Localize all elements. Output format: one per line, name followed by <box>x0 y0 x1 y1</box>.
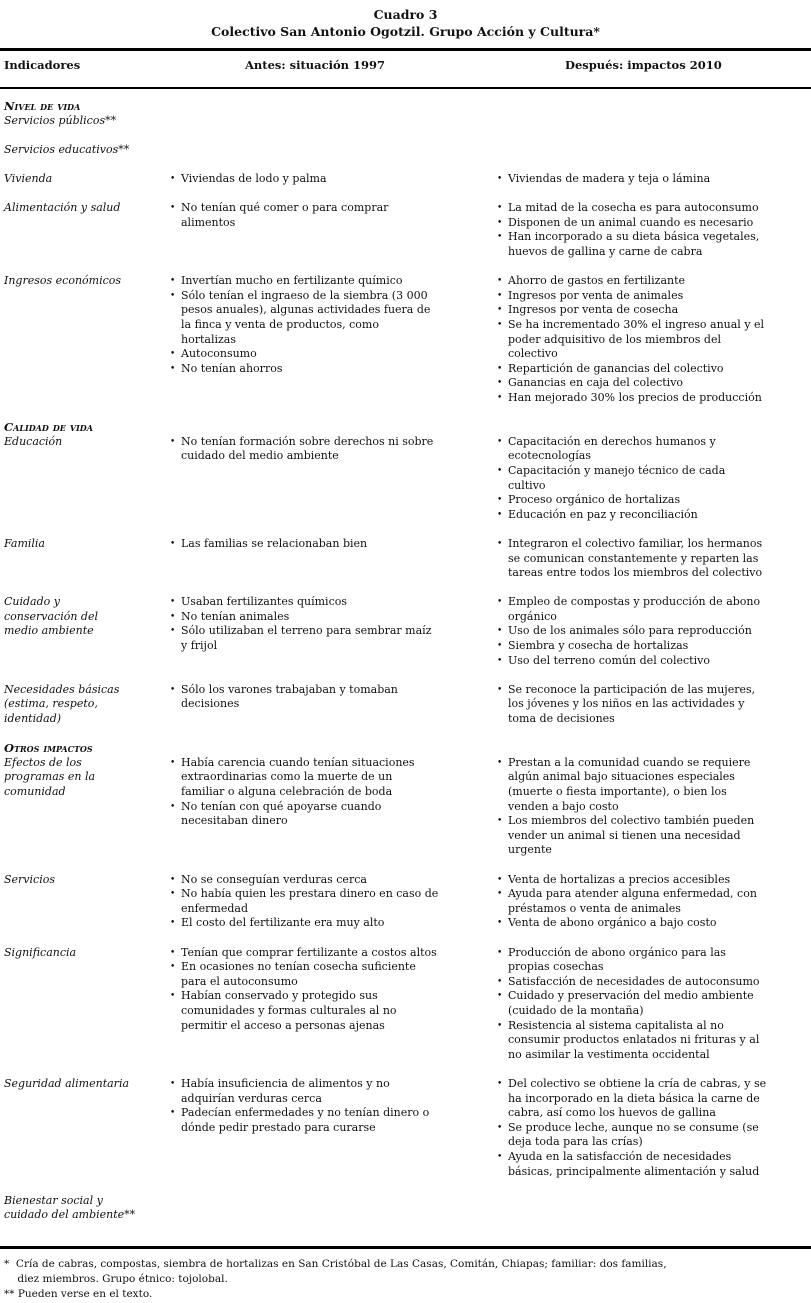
despues-item: • Ayuda en la satisfacción de necesidades básicas, principalmente alimentación y salud <box>497 1150 811 1179</box>
antes-item: • El costo del fertilizante era muy alto <box>170 916 438 931</box>
despues-cell <box>497 756 811 858</box>
footnote-2: ** Pueden verse en el texto. <box>4 1288 153 1300</box>
table-row <box>0 143 811 158</box>
despues-item: • Viviendas de madera y teja o lámina <box>497 172 811 187</box>
indicator-label: Seguridad alimentaria <box>4 1077 130 1091</box>
table-row <box>0 274 811 405</box>
bottom-rule <box>0 1246 811 1249</box>
despues-item: • Integraron el colectivo familiar, los hermanos se comunican constantemente y reparten las tareas entre todos los miembros del colectivo <box>497 537 811 581</box>
antes-item: • Tenían que comprar fertilizante a costos altos <box>170 946 437 961</box>
despues-item: • Repartición de ganancias del colectivo <box>497 362 811 377</box>
antes-cell <box>170 172 327 187</box>
antes-item: • Invertían mucho en fertilizante químico <box>170 274 430 289</box>
header-antes: Antes: situación 1997 <box>245 58 386 72</box>
despues-item: • Satisfacción de necesidades de autoconsumo <box>497 975 811 990</box>
indicator-label: Familia <box>4 536 45 550</box>
indicator-label: Vivienda <box>4 171 53 185</box>
header-rule <box>0 87 811 89</box>
despues-item: • Resistencia al sistema capitalista al no consumir productos enlatados ni frituras y al no asimilar la vestimenta occidental <box>497 1019 811 1063</box>
despues-item: • Producción de abono orgánico para las propias cosechas <box>497 946 811 975</box>
despues-item: • Se ha incrementado 30% el ingreso anual y el poder adquisitivo de los miembros del colectivo <box>497 318 811 362</box>
despues-cell <box>497 595 811 668</box>
antes-cell <box>170 1077 429 1135</box>
antes-cell <box>170 683 398 712</box>
antes-item: • Había insuficiencia de alimentos y no adquirían verduras cerca <box>170 1077 429 1106</box>
table-row <box>0 172 811 187</box>
section-heading: Calidad de vida <box>4 420 93 435</box>
section-heading: Otros impactos <box>4 741 93 756</box>
despues-item: • La mitad de la cosecha es para autoconsumo <box>497 201 811 216</box>
despues-cell <box>497 274 811 405</box>
header-despues: Después: impactos 2010 <box>565 58 722 72</box>
table-row <box>0 201 811 259</box>
despues-item: • Ingresos por venta de cosecha <box>497 303 811 318</box>
antes-cell <box>170 201 388 230</box>
indicator-label: Significancia <box>4 945 77 959</box>
antes-item: • No tenían qué comer o para comprar alimentos <box>170 201 388 230</box>
despues-item: • Siembra y cosecha de hortalizas <box>497 639 811 654</box>
table-row <box>0 683 811 727</box>
indicator-label: Cuidado y conservación del medio ambiente <box>4 595 99 638</box>
indicator-label: Educación <box>4 434 63 448</box>
antes-cell <box>170 756 415 829</box>
despues-cell <box>497 201 811 259</box>
table-row <box>0 756 811 858</box>
table-row <box>0 537 811 581</box>
table-row <box>0 1194 811 1223</box>
indicator-label: Necesidades básicas (estima, respeto, identidad) <box>4 682 120 726</box>
despues-cell <box>497 683 811 727</box>
table-body <box>0 99 811 1238</box>
table-row <box>0 1077 811 1179</box>
despues-cell <box>497 435 811 523</box>
antes-item: • En ocasiones no tenían cosecha suficiente para el autoconsumo <box>170 960 437 989</box>
despues-cell <box>497 537 811 581</box>
despues-item: • Prestan a la comunidad cuando se requiere algún animal bajo situaciones especiales (muerte o fiesta importante), o bien los venden a bajo costo <box>497 756 811 814</box>
despues-cell <box>497 946 811 1063</box>
despues-item: • Ganancias en caja del colectivo <box>497 376 811 391</box>
antes-item: • No se conseguían verduras cerca <box>170 873 438 888</box>
table-row <box>0 873 811 931</box>
despues-item: • Ingresos por venta de animales <box>497 289 811 304</box>
despues-item: • Se produce leche, aunque no se consume (se deja toda para las crías) <box>497 1121 811 1150</box>
table-row <box>0 595 811 668</box>
antes-item: • Había carencia cuando tenían situaciones extraordinarias como la muerte de un familiar o alguna celebración de boda <box>170 756 415 800</box>
section-heading: Nivel de vida <box>4 99 81 113</box>
despues-item: • Ahorro de gastos en fertilizante <box>497 274 811 289</box>
despues-cell <box>497 1077 811 1179</box>
indicator-label: Alimentación y salud <box>4 201 121 215</box>
antes-item: • Padecían enfermedades y no tenían dinero o dónde pedir prestado para curarse <box>170 1106 429 1135</box>
despues-item: • Han incorporado a su dieta básica vegetales, huevos de gallina y carne de cabra <box>497 230 811 259</box>
antes-item: • Autoconsumo <box>170 347 430 362</box>
top-rule <box>0 48 811 51</box>
despues-item: • Uso de los animales sólo para reproducción <box>497 624 811 639</box>
antes-item: • Sólo tenían el ingraeso de la siembra (3 000 pesos anuales), algunas actividades fuera de la finca y venta de productos, como hortalizas <box>170 289 430 347</box>
table-row <box>0 435 811 523</box>
table-row <box>0 946 811 1063</box>
antes-item: • Sólo los varones trabajaban y tomaban decisiones <box>170 683 398 712</box>
indicator-label: Bienestar social y cuidado del ambiente** <box>4 1193 136 1222</box>
despues-item: • Uso del terreno común del colectivo <box>497 654 811 669</box>
despues-cell <box>497 873 811 931</box>
antes-item: • Viviendas de lodo y palma <box>170 172 327 187</box>
table-title: Colectivo San Antonio Ogotzil. Grupo Acción y Cultura* <box>211 24 600 39</box>
table-row <box>0 114 811 129</box>
despues-cell <box>497 172 811 187</box>
despues-item: • Cuidado y preservación del medio ambiente (cuidado de la montaña) <box>497 989 811 1018</box>
indicator-label: Servicios <box>4 872 55 886</box>
despues-item: • Venta de abono orgánico a bajo costo <box>497 916 811 931</box>
antes-item: • Las familias se relacionaban bien <box>170 537 367 552</box>
despues-item: • Capacitación y manejo técnico de cada cultivo <box>497 464 811 493</box>
antes-cell <box>170 595 432 653</box>
despues-item: • Capacitación en derechos humanos y ecotecnologías <box>497 435 811 464</box>
indicator-label: Efectos de los programas en la comunidad <box>4 755 96 799</box>
despues-item: • Disponen de un animal cuando es necesario <box>497 216 811 231</box>
despues-item: • Se reconoce la participación de las mujeres, los jóvenes y los niños en las actividades y toma de decisiones <box>497 683 811 727</box>
despues-item: • Han mejorado 30% los precios de producción <box>497 391 811 406</box>
despues-item: • Venta de hortalizas a precios accesibles <box>497 873 811 888</box>
antes-cell <box>170 946 437 1034</box>
despues-item: • Del colectivo se obtiene la cría de cabras, y se ha incorporado en la dieta básica la carne de cabra, así como los huevos de gallina <box>497 1077 811 1121</box>
antes-item: • No tenían formación sobre derechos ni sobre cuidado del medio ambiente <box>170 435 433 464</box>
antes-item: • No había quien les prestara dinero en caso de enfermedad <box>170 887 438 916</box>
antes-item: • Sólo utilizaban el terreno para sembrar maíz y frijol <box>170 624 432 653</box>
indicator-label: Servicios públicos** <box>4 113 117 127</box>
despues-item: • Ayuda para atender alguna enfermedad, con préstamos o venta de animales <box>497 887 811 916</box>
antes-cell <box>170 274 430 376</box>
antes-item: • No tenían animales <box>170 610 432 625</box>
antes-cell <box>170 873 438 931</box>
despues-item: • Empleo de compostas y producción de abono orgánico <box>497 595 811 624</box>
antes-item: • No tenían ahorros <box>170 362 430 377</box>
table-number: Cuadro 3 <box>373 7 438 22</box>
despues-item: • Los miembros del colectivo también pueden vender un animal si tienen una necesidad urgente <box>497 814 811 858</box>
antes-item: • No tenían con qué apoyarse cuando necesitaban dinero <box>170 800 415 829</box>
antes-cell <box>170 435 433 464</box>
antes-item: • Habían conservado y protegido sus comunidades y formas culturales al no permitir el acceso a personas ajenas <box>170 989 437 1033</box>
indicator-label: Servicios educativos** <box>4 142 130 156</box>
antes-item: • Usaban fertilizantes químicos <box>170 595 432 610</box>
header-indicadores: Indicadores <box>4 58 81 72</box>
despues-item: • Educación en paz y reconciliación <box>497 508 811 523</box>
despues-item: • Proceso orgánico de hortalizas <box>497 493 811 508</box>
indicator-label: Ingresos económicos <box>4 274 122 288</box>
footnote-1: * Cría de cabras, compostas, siembra de hortalizas en San Cristóbal de Las Casas, Comitán, Chiapas; familiar: dos familias, diez miembros. Grupo étnico: tojolobal. <box>4 1258 667 1285</box>
antes-cell <box>170 537 367 552</box>
